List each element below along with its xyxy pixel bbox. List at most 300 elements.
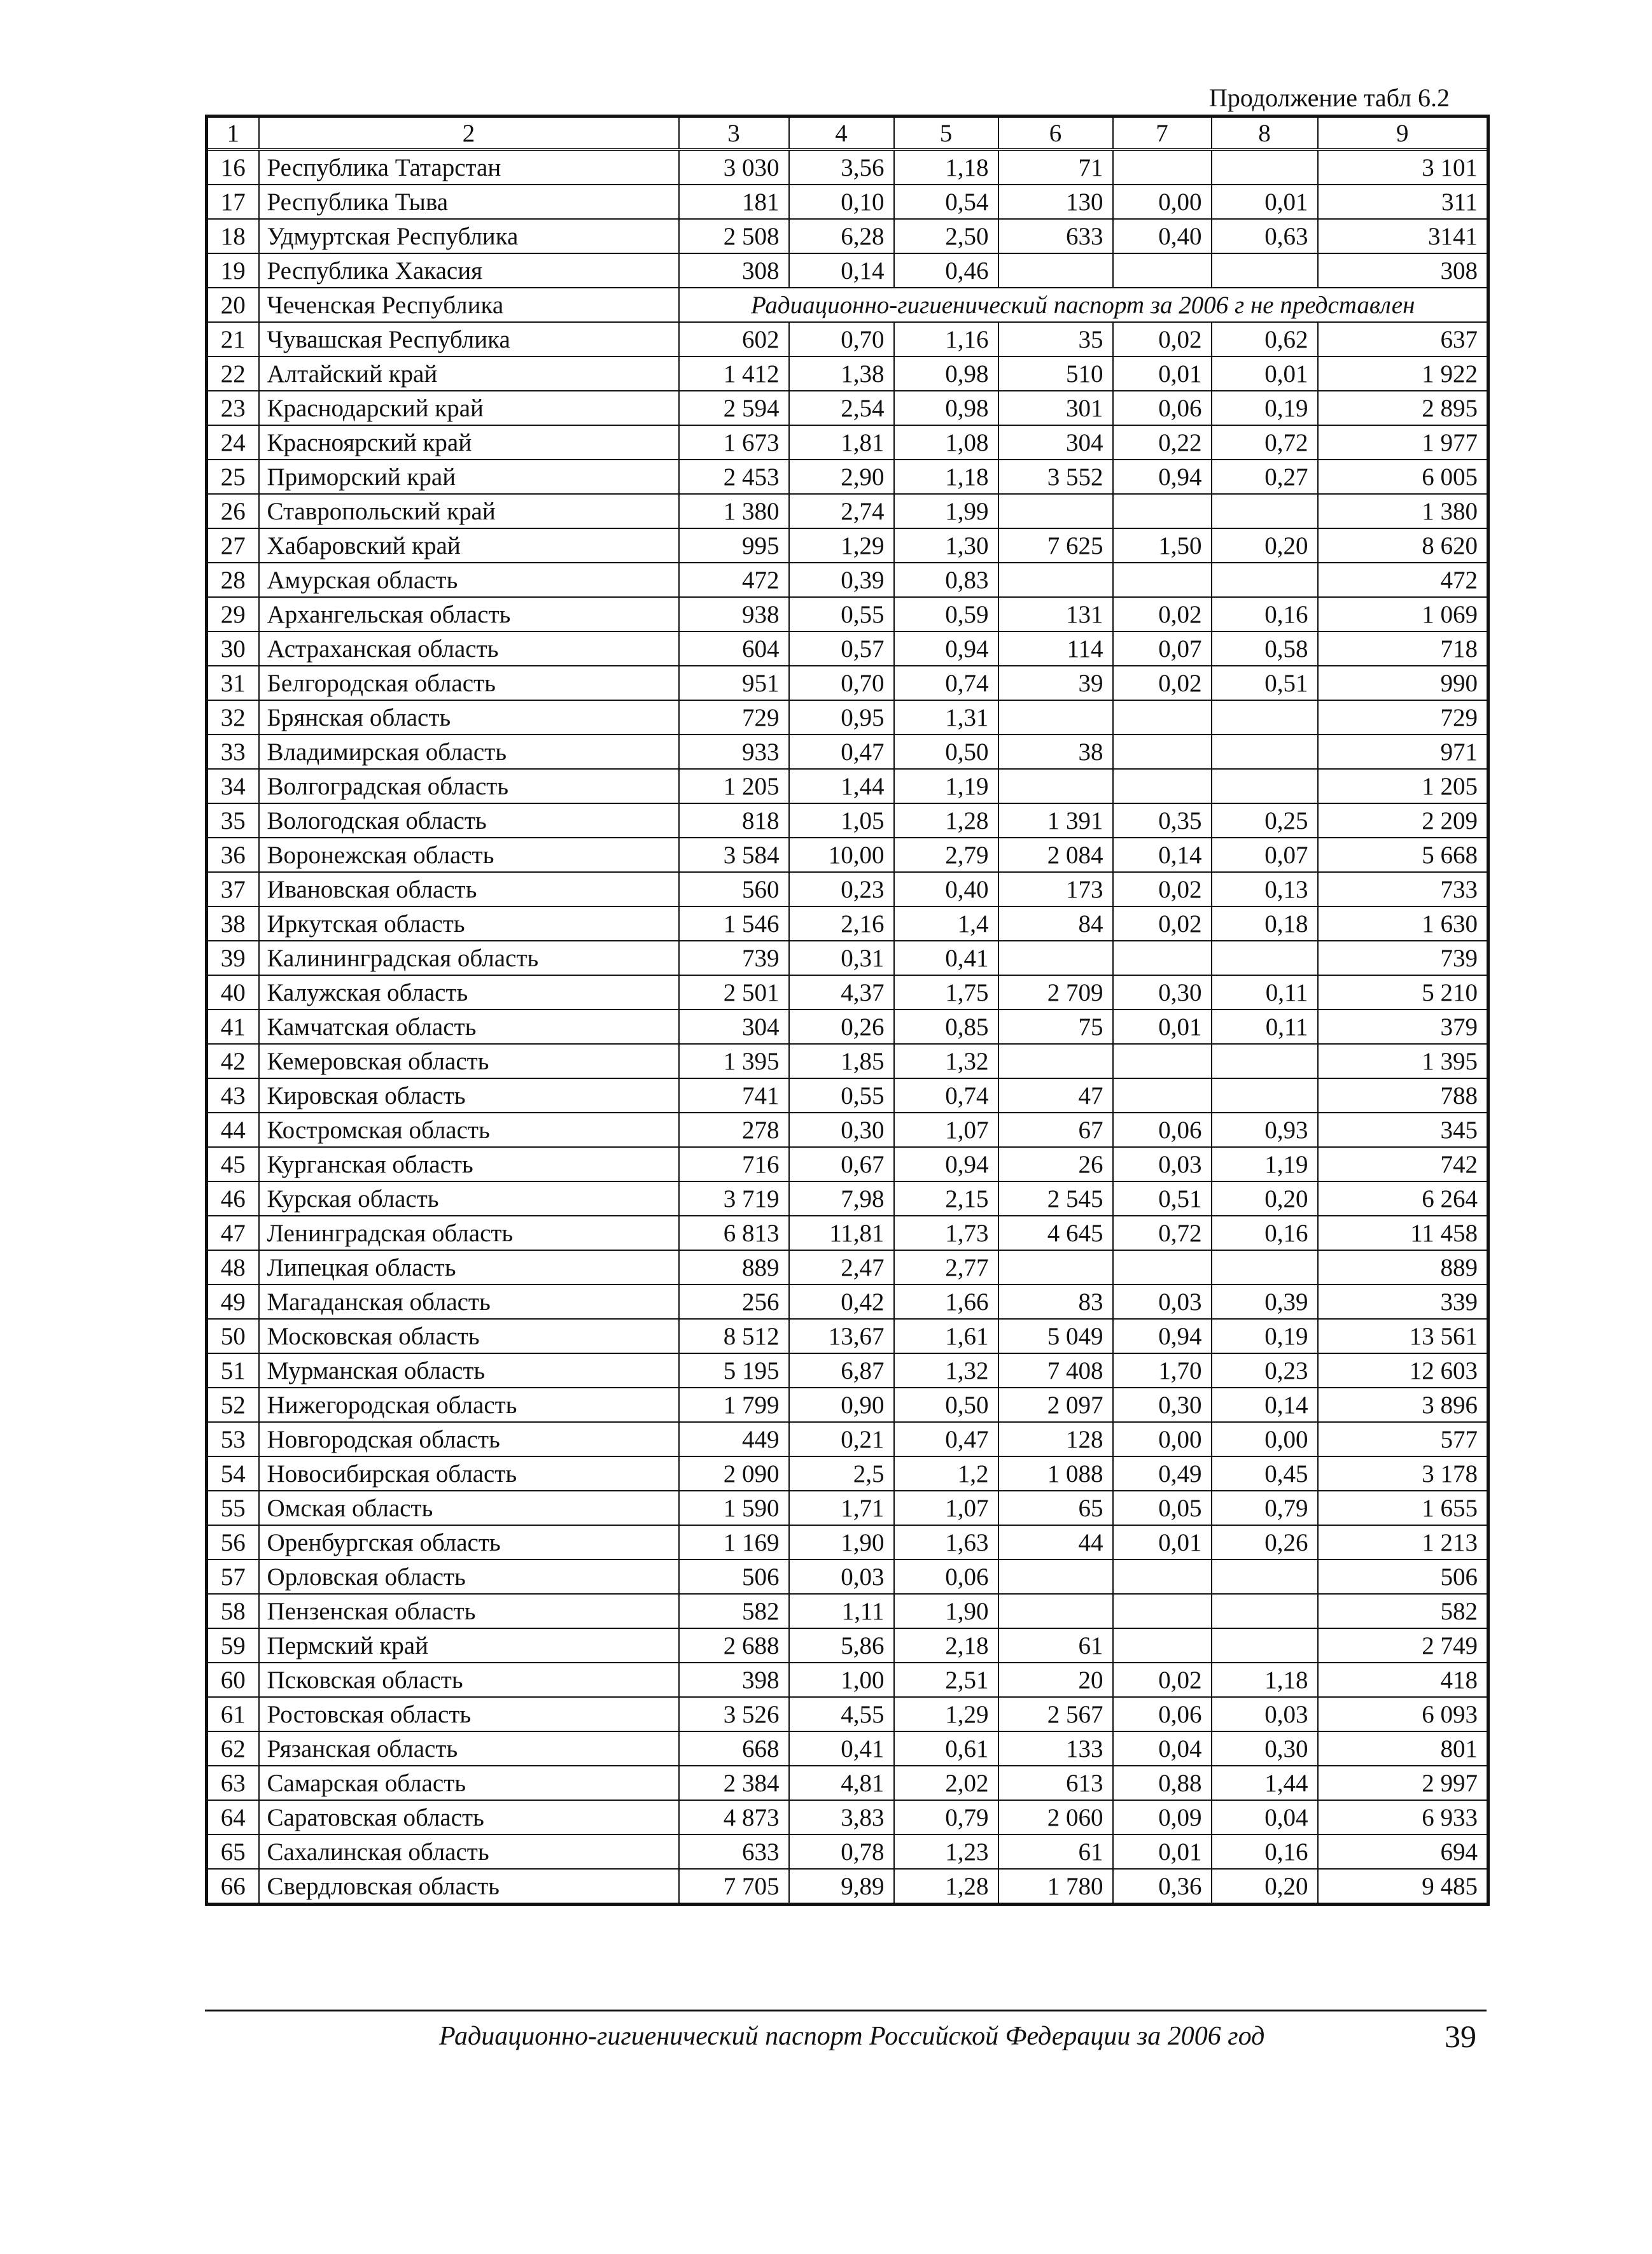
- value-cell: 0,02: [1113, 666, 1212, 700]
- value-cell: 0,70: [789, 666, 894, 700]
- table-row: [207, 975, 1488, 1010]
- value-cell: 2 997: [1318, 1766, 1488, 1800]
- row-number: 42: [207, 1044, 259, 1078]
- value-cell: 345: [1318, 1113, 1488, 1147]
- region-name: Кемеровская область: [259, 1044, 679, 1078]
- value-cell: 1,23: [894, 1835, 998, 1869]
- value-cell: 1 922: [1318, 356, 1488, 391]
- row-number: 22: [207, 356, 259, 391]
- table-row: [207, 288, 1488, 322]
- value-cell: 510: [998, 356, 1113, 391]
- value-cell: 0,72: [1212, 425, 1318, 460]
- value-cell: 0,49: [1113, 1456, 1212, 1491]
- value-cell: 2 688: [679, 1628, 789, 1663]
- value-cell: 602: [679, 322, 789, 356]
- value-cell: 0,51: [1113, 1181, 1212, 1216]
- value-cell: 0,78: [789, 1835, 894, 1869]
- region-name: Курская область: [259, 1181, 679, 1216]
- value-cell: 577: [1318, 1422, 1488, 1456]
- region-name: Хабаровский край: [259, 528, 679, 563]
- value-cell: 2,77: [894, 1250, 998, 1285]
- value-cell: 0,03: [789, 1560, 894, 1594]
- region-name: Чеченская Республика: [259, 288, 679, 322]
- value-cell: 1,32: [894, 1353, 998, 1388]
- value-cell: 0,02: [1113, 597, 1212, 631]
- value-cell: 20: [998, 1663, 1113, 1697]
- value-cell: [1212, 563, 1318, 597]
- value-cell: 0,01: [1212, 185, 1318, 219]
- value-cell: 0,11: [1212, 975, 1318, 1010]
- region-name: Свердловская область: [259, 1869, 679, 1905]
- value-cell: [998, 563, 1113, 597]
- value-cell: 308: [1318, 253, 1488, 288]
- value-cell: 0,14: [1212, 1388, 1318, 1422]
- table-row: [207, 1319, 1488, 1353]
- value-cell: 1,61: [894, 1319, 998, 1353]
- value-cell: 0,14: [1113, 838, 1212, 872]
- table-row: [207, 1353, 1488, 1388]
- header-cell: 3: [679, 116, 789, 150]
- region-name: Костромская область: [259, 1113, 679, 1147]
- table-row: [207, 872, 1488, 906]
- value-cell: 2 508: [679, 219, 789, 253]
- value-cell: 0,94: [894, 631, 998, 666]
- value-cell: 1,75: [894, 975, 998, 1010]
- value-cell: 604: [679, 631, 789, 666]
- value-cell: 1,07: [894, 1491, 998, 1525]
- region-name: Приморский край: [259, 460, 679, 494]
- header-cell: 5: [894, 116, 998, 150]
- value-cell: [998, 941, 1113, 975]
- header-cell: 8: [1212, 116, 1318, 150]
- region-name: Псковская область: [259, 1663, 679, 1697]
- value-cell: 6 005: [1318, 460, 1488, 494]
- value-cell: 12 603: [1318, 1353, 1488, 1388]
- row-number: 21: [207, 322, 259, 356]
- value-cell: 311: [1318, 185, 1488, 219]
- value-cell: 61: [998, 1628, 1113, 1663]
- value-cell: 0,98: [894, 356, 998, 391]
- value-cell: 35: [998, 322, 1113, 356]
- table-row: [207, 1216, 1488, 1250]
- value-cell: 2,02: [894, 1766, 998, 1800]
- table-row: [207, 1422, 1488, 1456]
- region-name: Оренбургская область: [259, 1525, 679, 1560]
- value-cell: 0,39: [1212, 1285, 1318, 1319]
- row-number: 36: [207, 838, 259, 872]
- value-cell: 1,18: [894, 150, 998, 185]
- value-cell: 1 380: [1318, 494, 1488, 528]
- value-cell: 0,20: [1212, 1181, 1318, 1216]
- value-cell: 2 749: [1318, 1628, 1488, 1663]
- value-cell: 3 896: [1318, 1388, 1488, 1422]
- value-cell: 729: [679, 700, 789, 735]
- row-number: 48: [207, 1250, 259, 1285]
- table-row: [207, 1628, 1488, 1663]
- table-row: [207, 597, 1488, 631]
- value-cell: [1113, 941, 1212, 975]
- value-cell: 7 408: [998, 1353, 1113, 1388]
- value-cell: 801: [1318, 1731, 1488, 1766]
- value-cell: 733: [1318, 872, 1488, 906]
- value-cell: 5 210: [1318, 975, 1488, 1010]
- row-number: 18: [207, 219, 259, 253]
- value-cell: [1113, 1628, 1212, 1663]
- table-row: [207, 1560, 1488, 1594]
- header-cell: 1: [207, 116, 259, 150]
- value-cell: 0,57: [789, 631, 894, 666]
- value-cell: 2 084: [998, 838, 1113, 872]
- value-cell: 0,01: [1113, 1525, 1212, 1560]
- region-name: Белгородская область: [259, 666, 679, 700]
- value-cell: 83: [998, 1285, 1113, 1319]
- value-cell: [998, 1250, 1113, 1285]
- table-row: [207, 735, 1488, 769]
- region-name: Республика Тыва: [259, 185, 679, 219]
- region-name: Пермский край: [259, 1628, 679, 1663]
- value-cell: [1212, 494, 1318, 528]
- table-row: [207, 1594, 1488, 1628]
- value-cell: 0,90: [789, 1388, 894, 1422]
- table-row: [207, 563, 1488, 597]
- value-cell: [1113, 700, 1212, 735]
- value-cell: 1 780: [998, 1869, 1113, 1905]
- value-cell: 0,21: [789, 1422, 894, 1456]
- region-name: Орловская область: [259, 1560, 679, 1594]
- row-number: 29: [207, 597, 259, 631]
- value-cell: 0,06: [1113, 1113, 1212, 1147]
- table-row: [207, 219, 1488, 253]
- value-cell: 379: [1318, 1010, 1488, 1044]
- value-cell: 449: [679, 1422, 789, 1456]
- value-cell: 0,93: [1212, 1113, 1318, 1147]
- value-cell: 2 594: [679, 391, 789, 425]
- value-cell: 1,07: [894, 1113, 998, 1147]
- value-cell: 5 668: [1318, 838, 1488, 872]
- value-cell: 0,36: [1113, 1869, 1212, 1905]
- value-cell: 13,67: [789, 1319, 894, 1353]
- row-number: 27: [207, 528, 259, 563]
- value-cell: 7 625: [998, 528, 1113, 563]
- value-cell: 6 813: [679, 1216, 789, 1250]
- value-cell: 0,18: [1212, 906, 1318, 941]
- table-row: [207, 1113, 1488, 1147]
- row-number: 26: [207, 494, 259, 528]
- value-cell: 1,4: [894, 906, 998, 941]
- table-row: [207, 803, 1488, 838]
- value-cell: [1212, 769, 1318, 803]
- value-cell: 0,02: [1113, 1663, 1212, 1697]
- header-cell: 4: [789, 116, 894, 150]
- value-cell: [1113, 1044, 1212, 1078]
- value-cell: 418: [1318, 1663, 1488, 1697]
- table-row: [207, 700, 1488, 735]
- row-number: 43: [207, 1078, 259, 1113]
- value-cell: 130: [998, 185, 1113, 219]
- value-cell: 0,30: [1212, 1731, 1318, 1766]
- value-cell: 889: [679, 1250, 789, 1285]
- table-row: [207, 1835, 1488, 1869]
- value-cell: 38: [998, 735, 1113, 769]
- table-row: [207, 769, 1488, 803]
- value-cell: 1 673: [679, 425, 789, 460]
- value-cell: [1113, 563, 1212, 597]
- value-cell: 0,30: [789, 1113, 894, 1147]
- value-cell: 506: [679, 1560, 789, 1594]
- value-cell: 3 526: [679, 1697, 789, 1731]
- value-cell: 5 049: [998, 1319, 1113, 1353]
- region-name: Сахалинская область: [259, 1835, 679, 1869]
- value-cell: 26: [998, 1147, 1113, 1181]
- row-number: 28: [207, 563, 259, 597]
- row-number: 32: [207, 700, 259, 735]
- row-number: 33: [207, 735, 259, 769]
- value-cell: 5,86: [789, 1628, 894, 1663]
- value-cell: 1,05: [789, 803, 894, 838]
- value-cell: 0,42: [789, 1285, 894, 1319]
- value-cell: [1212, 1078, 1318, 1113]
- table-caption: Продолжение табл 6.2: [1209, 83, 1450, 112]
- table-row: [207, 1078, 1488, 1113]
- value-cell: 788: [1318, 1078, 1488, 1113]
- value-cell: 1,63: [894, 1525, 998, 1560]
- value-cell: 0,04: [1113, 1731, 1212, 1766]
- value-cell: 301: [998, 391, 1113, 425]
- value-cell: 13 561: [1318, 1319, 1488, 1353]
- value-cell: 938: [679, 597, 789, 631]
- value-cell: [1113, 150, 1212, 185]
- value-cell: 0,74: [894, 666, 998, 700]
- value-cell: [998, 1560, 1113, 1594]
- table-row: [207, 1250, 1488, 1285]
- value-cell: [1212, 1044, 1318, 1078]
- row-number: 16: [207, 150, 259, 185]
- row-number: 47: [207, 1216, 259, 1250]
- header-cell: 9: [1318, 116, 1488, 150]
- row-number: 30: [207, 631, 259, 666]
- value-cell: 0,95: [789, 700, 894, 735]
- value-cell: 1,70: [1113, 1353, 1212, 1388]
- value-cell: 1,19: [894, 769, 998, 803]
- value-cell: [1113, 253, 1212, 288]
- value-cell: 0,70: [789, 322, 894, 356]
- page-number: 39: [1445, 2018, 1476, 2054]
- value-cell: 0,03: [1113, 1147, 1212, 1181]
- value-cell: 0,41: [894, 941, 998, 975]
- value-cell: 71: [998, 150, 1113, 185]
- value-cell: 0,85: [894, 1010, 998, 1044]
- region-name: Иркутская область: [259, 906, 679, 941]
- value-cell: 0,03: [1212, 1697, 1318, 1731]
- value-cell: [998, 1594, 1113, 1628]
- row-number: 61: [207, 1697, 259, 1731]
- value-cell: 128: [998, 1422, 1113, 1456]
- value-cell: 0,05: [1113, 1491, 1212, 1525]
- table-row: [207, 1285, 1488, 1319]
- value-cell: 2 060: [998, 1800, 1113, 1835]
- value-cell: 1 069: [1318, 597, 1488, 631]
- value-cell: 1,38: [789, 356, 894, 391]
- row-number: 66: [207, 1869, 259, 1905]
- value-cell: 0,51: [1212, 666, 1318, 700]
- value-cell: 506: [1318, 1560, 1488, 1594]
- value-cell: 582: [679, 1594, 789, 1628]
- value-cell: 0,94: [1113, 1319, 1212, 1353]
- value-cell: [998, 1044, 1113, 1078]
- row-number: 50: [207, 1319, 259, 1353]
- row-number: 38: [207, 906, 259, 941]
- value-cell: 256: [679, 1285, 789, 1319]
- value-cell: 0,74: [894, 1078, 998, 1113]
- value-cell: 0,19: [1212, 391, 1318, 425]
- value-cell: 1,90: [894, 1594, 998, 1628]
- value-cell: 0,26: [1212, 1525, 1318, 1560]
- value-cell: 0,55: [789, 1078, 894, 1113]
- value-cell: 2,51: [894, 1663, 998, 1697]
- table-row: [207, 1044, 1488, 1078]
- value-cell: 582: [1318, 1594, 1488, 1628]
- value-cell: 173: [998, 872, 1113, 906]
- value-cell: 2 709: [998, 975, 1113, 1010]
- value-cell: 0,23: [789, 872, 894, 906]
- value-cell: 0,25: [1212, 803, 1318, 838]
- value-cell: 6 093: [1318, 1697, 1488, 1731]
- value-cell: 0,40: [894, 872, 998, 906]
- value-cell: 8 620: [1318, 528, 1488, 563]
- value-cell: 2 567: [998, 1697, 1113, 1731]
- value-cell: 0,19: [1212, 1319, 1318, 1353]
- value-cell: 1,71: [789, 1491, 894, 1525]
- value-cell: 44: [998, 1525, 1113, 1560]
- value-cell: 0,01: [1113, 356, 1212, 391]
- value-cell: 0,26: [789, 1010, 894, 1044]
- value-cell: 1 205: [1318, 769, 1488, 803]
- value-cell: 1,31: [894, 700, 998, 735]
- row-number: 55: [207, 1491, 259, 1525]
- value-cell: 5 195: [679, 1353, 789, 1388]
- region-name: Мурманская область: [259, 1353, 679, 1388]
- region-name: Брянская область: [259, 700, 679, 735]
- value-cell: 1,00: [789, 1663, 894, 1697]
- value-cell: 0,61: [894, 1731, 998, 1766]
- table-row: [207, 1010, 1488, 1044]
- value-cell: 11 458: [1318, 1216, 1488, 1250]
- row-number: 52: [207, 1388, 259, 1422]
- region-name: Камчатская область: [259, 1010, 679, 1044]
- value-cell: 2,54: [789, 391, 894, 425]
- table-row: [207, 460, 1488, 494]
- region-name: Волгоградская область: [259, 769, 679, 803]
- value-cell: 8 512: [679, 1319, 789, 1353]
- value-cell: 742: [1318, 1147, 1488, 1181]
- value-cell: 61: [998, 1835, 1113, 1869]
- region-name: Владимирская область: [259, 735, 679, 769]
- row-number: 64: [207, 1800, 259, 1835]
- value-cell: 1,18: [894, 460, 998, 494]
- table-row: [207, 666, 1488, 700]
- value-cell: 0,88: [1113, 1766, 1212, 1800]
- value-cell: 47: [998, 1078, 1113, 1113]
- value-cell: 0,41: [789, 1731, 894, 1766]
- value-cell: 39: [998, 666, 1113, 700]
- value-cell: [1113, 1594, 1212, 1628]
- table-row: [207, 906, 1488, 941]
- region-name: Новосибирская область: [259, 1456, 679, 1491]
- row-number: 17: [207, 185, 259, 219]
- value-cell: 7 705: [679, 1869, 789, 1905]
- value-cell: 0,39: [789, 563, 894, 597]
- region-name: Московская область: [259, 1319, 679, 1353]
- table-row: [207, 631, 1488, 666]
- row-number: 63: [207, 1766, 259, 1800]
- value-cell: 181: [679, 185, 789, 219]
- value-cell: 0,94: [1113, 460, 1212, 494]
- value-cell: 0,79: [1212, 1491, 1318, 1525]
- value-cell: 1,44: [1212, 1766, 1318, 1800]
- value-cell: 2,18: [894, 1628, 998, 1663]
- footer-title: Радиационно-гигиенический паспорт Российской Федерации за 2006 год: [439, 2022, 1265, 2051]
- value-cell: 1 977: [1318, 425, 1488, 460]
- row-number: 51: [207, 1353, 259, 1388]
- value-cell: 2,50: [894, 219, 998, 253]
- data-table: [205, 115, 1490, 1906]
- value-cell: 1 799: [679, 1388, 789, 1422]
- value-cell: 971: [1318, 735, 1488, 769]
- value-cell: 818: [679, 803, 789, 838]
- value-cell: 1,50: [1113, 528, 1212, 563]
- value-cell: 0,13: [1212, 872, 1318, 906]
- value-cell: 1,29: [789, 528, 894, 563]
- region-name: Краснодарский край: [259, 391, 679, 425]
- value-cell: 0,45: [1212, 1456, 1318, 1491]
- row-number: 57: [207, 1560, 259, 1594]
- value-cell: 4,37: [789, 975, 894, 1010]
- row-number: 40: [207, 975, 259, 1010]
- value-cell: 3 584: [679, 838, 789, 872]
- value-cell: 0,06: [1113, 391, 1212, 425]
- value-cell: [1113, 1560, 1212, 1594]
- value-cell: 2 895: [1318, 391, 1488, 425]
- value-cell: 1 213: [1318, 1525, 1488, 1560]
- value-cell: 1,32: [894, 1044, 998, 1078]
- value-cell: 1 391: [998, 803, 1113, 838]
- region-name: Калужская область: [259, 975, 679, 1010]
- value-cell: [998, 494, 1113, 528]
- value-cell: 716: [679, 1147, 789, 1181]
- region-name: Самарская область: [259, 1766, 679, 1800]
- value-cell: 75: [998, 1010, 1113, 1044]
- value-cell: [998, 700, 1113, 735]
- value-cell: 2,79: [894, 838, 998, 872]
- value-cell: 2 453: [679, 460, 789, 494]
- value-cell: 2 209: [1318, 803, 1488, 838]
- value-cell: 1,28: [894, 803, 998, 838]
- value-cell: 4 645: [998, 1216, 1113, 1250]
- value-cell: 304: [679, 1010, 789, 1044]
- value-cell: [1212, 700, 1318, 735]
- region-name: Ленинградская область: [259, 1216, 679, 1250]
- row-number: 49: [207, 1285, 259, 1319]
- value-cell: 0,47: [789, 735, 894, 769]
- value-cell: 9 485: [1318, 1869, 1488, 1905]
- value-cell: [998, 769, 1113, 803]
- value-cell: 0,54: [894, 185, 998, 219]
- value-cell: 718: [1318, 631, 1488, 666]
- value-cell: 1,99: [894, 494, 998, 528]
- value-cell: 1,2: [894, 1456, 998, 1491]
- region-name: Вологодская область: [259, 803, 679, 838]
- row-number: 58: [207, 1594, 259, 1628]
